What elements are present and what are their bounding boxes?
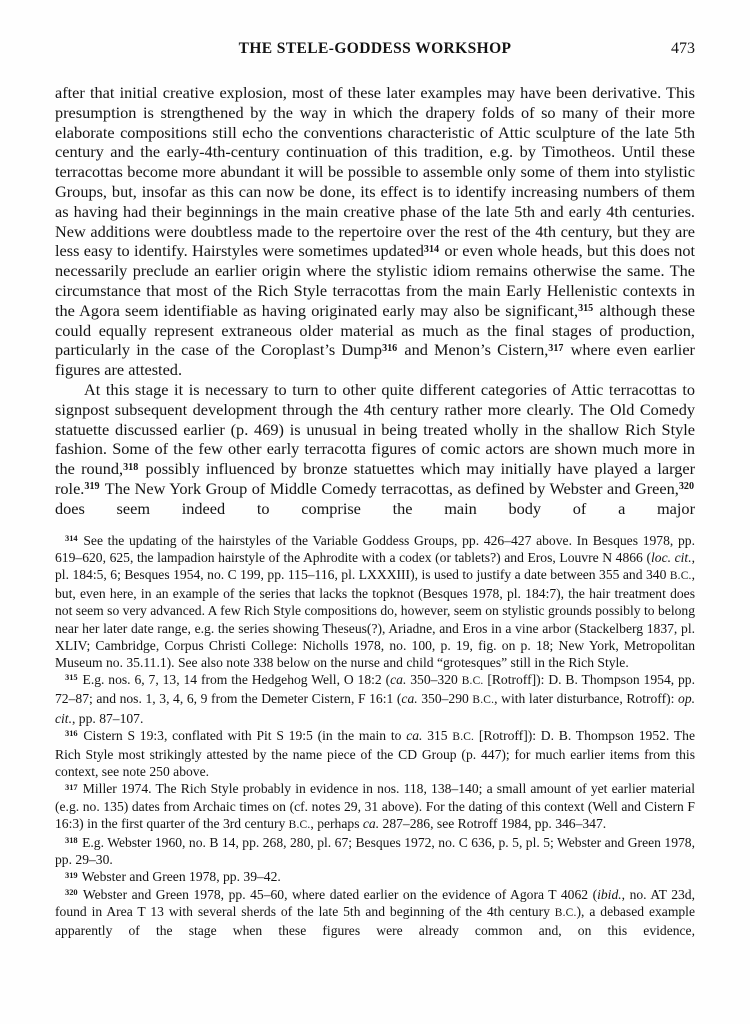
footnote-320: $^{320}$ Webster and Green 1978, pp. 45–60, where dated earlier on the evidence of Agora T 4062 (ibid., no. AT 23d, found in Area T 13 with several sherds of the late 5th and beginning of the 4th century B.C.), a debased example apparently of the stage when these figures were already common and, on this evidence,	[55, 886, 696, 938]
footnote-319: $^{319}$ Webster and Green 1978, pp. 39–42.	[65, 869, 281, 885]
running-head-title: THE STELE-GODDESS WORKSHOP	[238, 40, 512, 57]
footnote-ref: 320	[678, 481, 694, 493]
footnotes-section	[55, 532, 695, 940]
footnote-ref: 314	[65, 532, 78, 543]
footnote-ref: 317	[65, 781, 78, 792]
footnote-ref: 319	[84, 481, 100, 493]
footnote-ref: 315	[578, 303, 594, 315]
footnote-ref: 318	[123, 461, 139, 473]
body-paragraph: At this stage it is necessary to turn to other quite different categories of Attic terracottas to signpost subsequent development through the 4th century rather more clearly. The Old Comedy statuette discussed earlier (p. 469) is unusual in being treated wholly in the shallow Rich Style fashion. Some of the few other early terracotta figures of comic actors are shown much more in the round,$^{318}$ possibly influenced by bronze statuettes which may initially have played a larger role.$^{319}$ The New York Group of Middle Comedy terracottas, as defined by Webster and Green,$^{320}$ does seem indeed to comprise the main body of a major	[55, 379, 695, 518]
footnote-314: $^{314}$ See the updating of the hairstyles of the Variable Goddess Groups, pp. 426–427 above. In Besques 1978, pp. 619–620, 625, the lampadion hairstyle of the Aphrodite with a codex (or tablets?) and Eros, Louvre N 4866 (loc. cit., pl. 184:5, 6; Besques 1954, no. C 199, pp. 115–116, pl. LXXXIII), is used to justify a date between 355 and 340 B.C., but, even here, in an example of the series that lacks the topknot (Besques 1978, pl. 184:7), the hair treatment does not seem so very advanced. A few Rich Style compositions do, however, seem on stylistic grounds possibly to belong near her later date range, e.g. the series showing Theseus(?), Ariadne, and Eros in a vine arbor (Stackelberg 1837, pl. XLIV; Cambridge, Corpus Christi College: Nicholls 1978, no. 100, p. 19, fig. on p. 18; New York, Metropolitan Museum no. 35.11.1). See also note 338 below on the nurse and child “grotesques” still in the Rich Style.	[55, 532, 696, 670]
footnote-ref: 317	[548, 342, 564, 354]
footnote-ref: 315	[65, 672, 78, 683]
footnote-316: $^{316}$ Cistern S 19:3, conflated with Pit S 19:5 (in the main to ca. 315 B.C. [Rotroff]): D. B. Thompson 1952. The Rich Style most strikingly attested by the name piece of the CD Group (p. 447); for much earlier items from this context, see note 250 above.	[55, 727, 695, 780]
page-number: 473	[671, 40, 695, 57]
footnote-ref: 314	[423, 243, 440, 255]
footnote-315: $^{315}$ E.g. nos. 6, 7, 13, 14 from the Hedgehog Well, O 18:2 (ca. 350–320 B.C. [Rotroff]): D. B. Thompson 1954, pp. 72–87; and nos. 1, 3, 4, 6, 9 from the Demeter Cistern, F 16:1 (ca. 350–290 B.C., with later disturbance, Rotroff): op. cit., pp. 87–107.	[55, 672, 696, 726]
footnote-ref: 320	[65, 886, 78, 897]
body-text	[55, 83, 695, 519]
footnote-ref: 319	[65, 869, 78, 880]
footnote-318: $^{318}$ E.g. Webster 1960, no. B 14, pp. 268, 280, pl. 67; Besques 1972, no. C 636, p. 5, pl. 5; Webster and Green 1978, pp. 29–30.	[55, 834, 695, 868]
running-head	[55, 40, 695, 60]
page-content	[55, 40, 695, 939]
footnote-ref: 316	[65, 727, 78, 738]
footnote-ref: 318	[65, 835, 78, 846]
footnote-ref: 316	[382, 342, 398, 354]
body-paragraph: after that initial creative explosion, most of these later examples may have been derivative. This presumption is strengthened by the way in which the drapery folds of so many of their more elaborate compositions still echo the conventions characteristic of Attic sculpture of the late 5th century and the early-4th-century continuation of this tradition, e.g. by Timotheos. Until these terracottas become more abundant it will be possible to assemble only some of them into stylistic Groups, but, insofar as this can now be done, its effect is to identify increasing numbers of them as having had their beginnings in the main creative phase of the late 5th and early 4th centuries. New additions were doubtless made to the repertoire over the rest of the 4th century, but they are less easy to identify. Hairstyles were sometimes updated$^{314}$ or even whole heads, but this does not necessarily preclude an earlier origin where the stylistic idiom remains otherwise the same. The circumstance that most of the Rich Style terracottas from the main Early Hellenistic contexts in the Agora seem identifiable as having originated early may also be significant,$^{315}$ although these could equally represent extraneous older material as much as the final stages of production, particularly in the case of the Coroplast’s Dump$^{316}$ and Menon’s Cistern,$^{317}$ where even earlier figures are attested.	[55, 83, 696, 380]
footnote-317: $^{317}$ Miller 1974. The Rich Style probably in evidence in nos. 118, 138–140; a small amount of yet earlier material (e.g. no. 135) dates from Archaic times on (cf. notes 29, 31 above). For the dating of this context (Well and Cistern F 16:3) in the first quarter of the 3rd century B.C., perhaps ca. 287–286, see Rotroff 1984, pp. 346–347.	[55, 781, 695, 831]
